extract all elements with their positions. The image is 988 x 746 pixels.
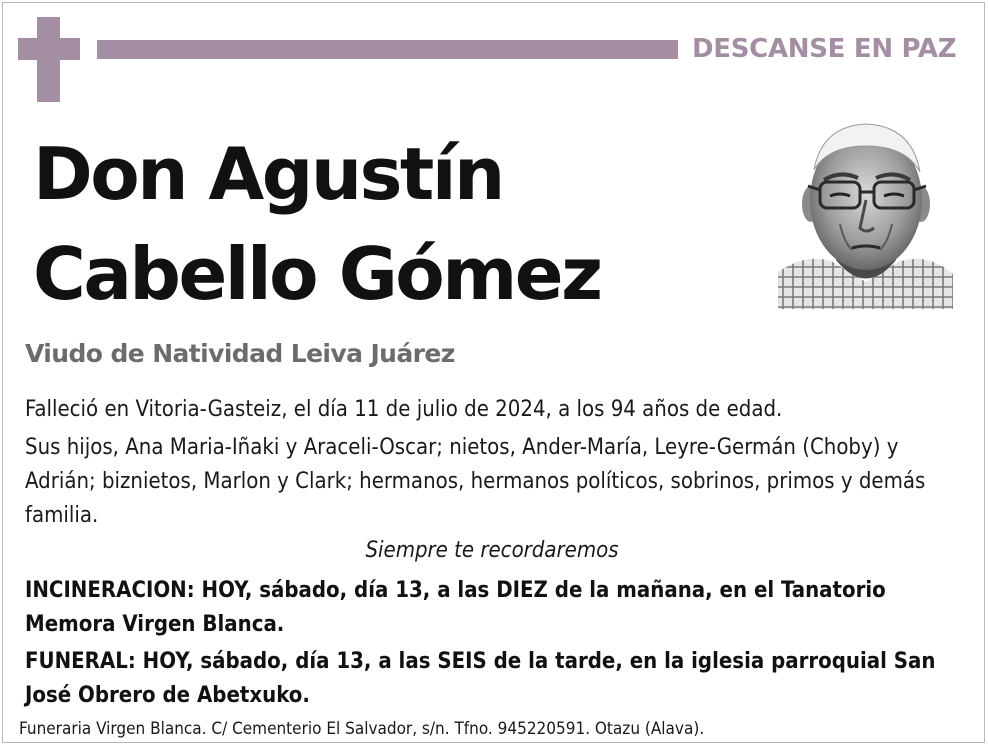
deceased-name-second-line: Cabello Gómez xyxy=(33,232,601,316)
deceased-name-first-line: Don Agustín xyxy=(33,132,503,216)
widow-of-line: Viudo de Natividad Leiva Juárez xyxy=(25,339,455,368)
funeral-notice: FUNERAL: HOY, sábado, día 13, a las SEIS de la tarde, en la iglesia parroquial San José Obrero de Abetxuko. xyxy=(25,649,936,708)
remembrance-text: Siempre te recordaremos xyxy=(365,538,619,563)
death-notice-text: Falleció en Vitoria-Gasteiz, el día 11 de julio de 2024, a los 94 años de edad. xyxy=(25,397,783,422)
header-rule xyxy=(97,40,678,59)
family-text: Sus hijos, Ana Maria-Iñaki y Araceli-Oscar; nietos, Ander-María, Leyre-Germán (Choby) y Adrián; biznietos, Marlon y Clark; hermanos, hermanos políticos, sobrinos, primos y demás familia. xyxy=(25,435,926,528)
portrait-photo xyxy=(778,112,953,309)
funeral-home-footer: Funeraria Virgen Blanca. C/ Cementerio El Salvador, s/n. Tfno. 945220591. Otazu (Alava). xyxy=(19,719,705,739)
cross-horizontal-beam xyxy=(18,38,80,60)
cremation-notice: INCINERACION: HOY, sábado, día 13, a las DIEZ de la mañana, en el Tanatorio Memora Virgen Blanca. xyxy=(25,578,886,637)
header-label: DESCANSE EN PAZ xyxy=(692,34,957,64)
